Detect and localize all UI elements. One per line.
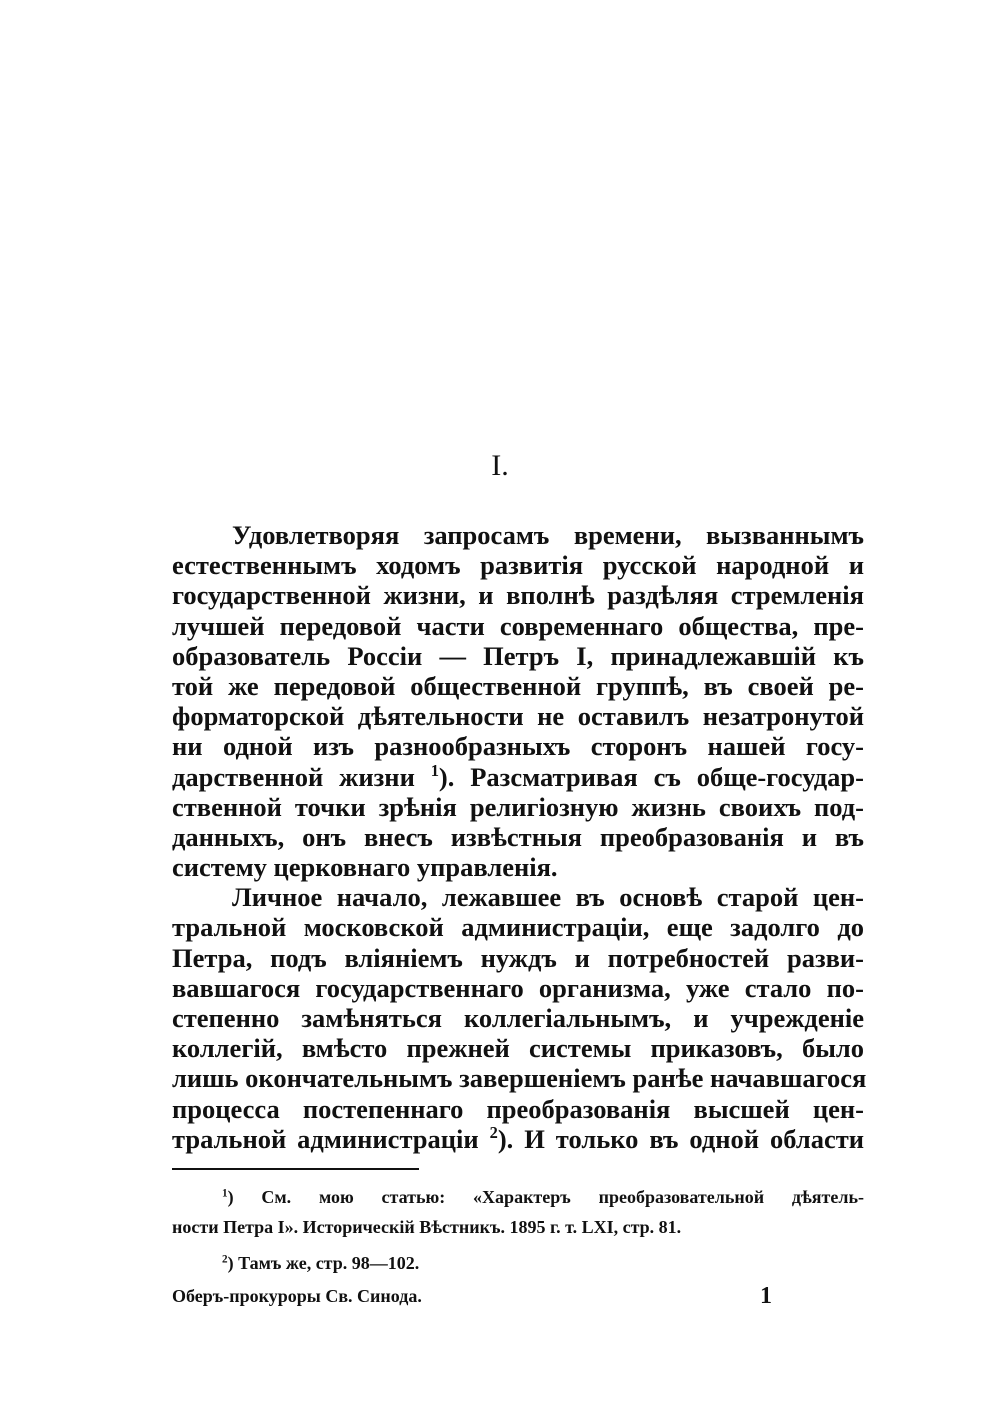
text-line: государственной жизни, и вполнѣ раздѣляя стремленія: [172, 580, 864, 611]
text-line: систему церковнаго управленія.: [172, 852, 558, 883]
text-line: данныхъ, онъ внесъ извѣстныя преобразованія и въ: [172, 821, 864, 852]
text-line: ственной точки зрѣнія религіозную жизнь своихъ под-: [172, 791, 864, 822]
footnote-mark: 1: [222, 1187, 228, 1200]
text-line: Петра, подъ вліяніемъ нуждъ и потребностей разви-: [172, 942, 864, 973]
footnote-2: [172, 1248, 864, 1278]
text-line: вавшагося государственнаго организма, уже стало по-: [172, 972, 864, 1003]
footnotes: [172, 1182, 864, 1278]
paragraph-2: [172, 882, 867, 1154]
footnote-mark: 2: [222, 1253, 228, 1266]
text-line: образователь Россіи — Петръ I, принадлежавшій къ: [172, 640, 864, 671]
text-line: дарственной жизни $^1$). Разсматривая съ обще-государ-: [172, 760, 864, 792]
footnote-text: ности Петра I». Историческій Вѣстникъ. 1895 г. т. LXI, стр. 81.: [172, 1217, 682, 1237]
text-line: лучшей передовой части современнаго общества, пре-: [172, 610, 864, 641]
main-text: [172, 520, 867, 1154]
footnote-text: ) Тамъ же, стр. 98—102.: [227, 1253, 420, 1273]
footnote-ref-1: 1: [430, 760, 439, 780]
text-line: коллегій, вмѣсто прежней системы приказовъ, было: [172, 1033, 864, 1064]
text-line: процесса постепеннаго преобразованія высшей цен-: [172, 1093, 864, 1124]
chapter-numeral: I.: [491, 449, 509, 482]
text-line: Удовлетворяя запросамъ времени, вызваннымъ: [232, 520, 864, 550]
sheet-mark: 1: [760, 1283, 772, 1309]
text-line: степенно замѣняться коллегіальнымъ, и учрежденіе: [172, 1003, 864, 1033]
footnote-line: [172, 1182, 864, 1212]
signature-line: Оберъ-прокуроры Св. Синода.: [172, 1286, 422, 1306]
text-line: естественнымъ ходомъ развитія русской народной и: [172, 550, 864, 581]
text-line: Личное начало, лежавшее въ основѣ старой цен-: [232, 882, 864, 913]
footnote-separator: [172, 1168, 419, 1170]
text-line: ни одной изъ разнообразныхъ сторонъ нашей госу-: [172, 731, 864, 762]
footnote-text: ) См. мою статью: «Характеръ преобразовательной дѣятель-: [227, 1187, 864, 1207]
footnote-ref-2: 2: [489, 1122, 498, 1142]
text-line: тральной администраціи $^2$). И только въ одной области: [172, 1122, 865, 1154]
paragraph-1: [172, 520, 864, 882]
text-line: лишь окончательнымъ завершеніемъ ранѣе начавшагося: [172, 1063, 867, 1094]
text-line: тральной московской администраціи, еще задолго до: [172, 912, 864, 943]
footnote-1: [172, 1182, 864, 1242]
text-line: той же передовой общественной группѣ, въ своей ре-: [172, 670, 864, 701]
footnote-line: [172, 1248, 864, 1278]
text-line: форматорской дѣятельности не оставилъ незатронутой: [172, 701, 864, 732]
footnote-line: [172, 1212, 864, 1242]
